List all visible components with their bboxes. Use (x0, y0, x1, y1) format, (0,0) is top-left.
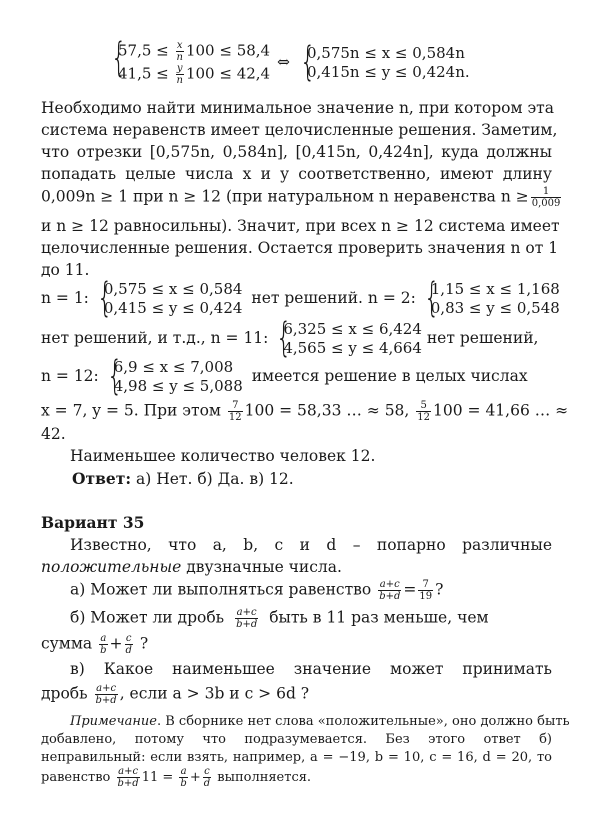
system-row: { 0,575n ≤ x ≤ 0,584n (306, 44, 465, 62)
equivalence-sign: ⇔ (277, 53, 291, 71)
answer-line: Ответ: а) Нет. б) Да. в) 12. (72, 469, 294, 488)
system-n2: { 1,15 ≤ x ≤ 1,168 0,83 ≤ y ≤ 0,548 (421, 280, 560, 318)
note-line: добавлено, потому что подразумевается. Без этого ответ б) (41, 732, 552, 747)
fraction: $\frac{a+c}{b+d}$ (379, 579, 401, 602)
answer-label: Ответ: (72, 469, 132, 488)
fraction: $\frac{7}{19}$ (419, 579, 433, 602)
paragraph-line: до 11. (41, 261, 90, 279)
conclusion: Наименьшее количество человек 12. (70, 447, 376, 465)
variant-heading: Вариант 35 (41, 513, 145, 532)
system-n1: { 0,575 ≤ x ≤ 0,584 0,415 ≤ y ≤ 0,424 (94, 280, 243, 318)
fraction: $\frac{7}{12}$ (228, 400, 242, 423)
fraction: $\frac{a+c}{b+d}$ (117, 766, 139, 789)
note-line: неправильный: если взять, например, a = −19, b = 10, c = 16, d = 20, то (41, 750, 552, 765)
fraction: $\frac{c}{d}$ (203, 766, 211, 789)
fraction: $\frac{a+c}{b+d}$ (236, 607, 258, 630)
paragraph-line: 42. (41, 425, 66, 443)
system-n12: { 6,9 ≤ x ≤ 7,008 4,98 ≤ y ≤ 5,088 (104, 358, 243, 396)
note-line: Примечание. В сборнике нет слова «положительные», оно должно быть (70, 714, 570, 729)
system-n11: { 6,325 ≤ x ≤ 6,424 4,565 ≤ y ≤ 4,664 (273, 320, 422, 358)
paragraph-line: Необходимо найти минимальное значение n, при котором эта (41, 99, 554, 117)
paragraph-line: система неравенств имеет целочисленные решения. Заметим, (41, 121, 558, 139)
fraction: $\frac{5}{12}$ (417, 400, 431, 423)
system-transformed (297, 44, 470, 82)
question-b-cont: сумма $\frac{a}{b}$ + $\frac{c}{d}$ ? (41, 633, 149, 656)
paragraph-line: что отрезки [0,575n, 0,584n], [0,415n, 0,424n], куда должны (41, 143, 552, 161)
check-line-3: n = 12: { 6,9 ≤ x ≤ 7,008 4,98 ≤ y ≤ 5,088 имеется решение в целых числах (41, 358, 552, 396)
question-a: а) Может ли выполняться равенство $\frac{a+c}{b+d}$ = $\frac{7}{19}$ ? (70, 579, 444, 602)
fraction: $\frac{x}{n}$ (176, 40, 183, 63)
paragraph-line: и n ≥ 12 равносильны). Значит, при всех n ≥ 12 система имеет (41, 217, 560, 235)
question-c: в) Какое наименьшее значение может принимать (70, 660, 552, 678)
fraction: $\frac{y}{n}$ (176, 63, 183, 86)
fraction: $\frac{c}{d}$ (125, 633, 132, 656)
paragraph-line: целочисленные решения. Остается проверить значения n от 1 (41, 239, 559, 257)
system-row: 41,5 ≤ $\frac{y}{n}$ 100 ≤ 42,4 (118, 63, 271, 86)
fraction: $\frac{a+c}{b+d}$ (95, 683, 117, 706)
system-original (108, 40, 270, 86)
fraction: $\frac{a}{b}$ (180, 766, 187, 789)
note-line: равенство $\frac{a+c}{b+d}$ 11 = $\frac{a}{b}$ + $\frac{c}{d}$ выполняется. (41, 766, 312, 789)
system-line-0 (108, 40, 568, 86)
check-line-1: n = 1: { 0,575 ≤ x ≤ 0,584 0,415 ≤ y ≤ 0,424 нет решений. n = 2: { 1,15 ≤ x ≤ 1,168 0,83 ≤ y ≤ 0,548 (41, 280, 552, 318)
system-row: 0,415n ≤ y ≤ 0,424n. (306, 63, 470, 81)
fraction: $\frac{1}{0,009}$ (531, 186, 561, 209)
system-row: { 57,5 ≤ $\frac{x}{n}$ 100 ≤ 58,4 (118, 40, 271, 63)
paragraph-line: x = 7, y = 5. При этом $\frac{7}{12}$ 100 = 58,33 … ≈ 58, $\frac{5}{12}$ 100 = 41,66 … ≈ (41, 400, 569, 423)
problem-line: Известно, что a, b, c и d – попарно различные (70, 536, 552, 554)
fraction: $\frac{a}{b}$ (100, 633, 107, 656)
question-b: б) Может ли дробь $\frac{a+c}{b+d}$ быть в 11 раз меньше, чем (70, 607, 489, 630)
problem-line: положительные двузначные числа. (41, 558, 342, 576)
check-line-2: нет решений, и т.д., n = 11: { 6,325 ≤ x ≤ 6,424 4,565 ≤ y ≤ 4,664 нет решений, (41, 320, 552, 358)
question-c-cont: дробь $\frac{a+c}{b+d}$ , если a > 3b и c > 6d ? (41, 683, 310, 706)
paragraph-line: 0,009n ≥ 1 при n ≥ 12 (при натуральном n неравенства n ≥ $\frac{1}{0,009}$ (41, 186, 561, 209)
paragraph-line: попадать целые числа x и y соответственно, имеют длину (41, 165, 552, 183)
